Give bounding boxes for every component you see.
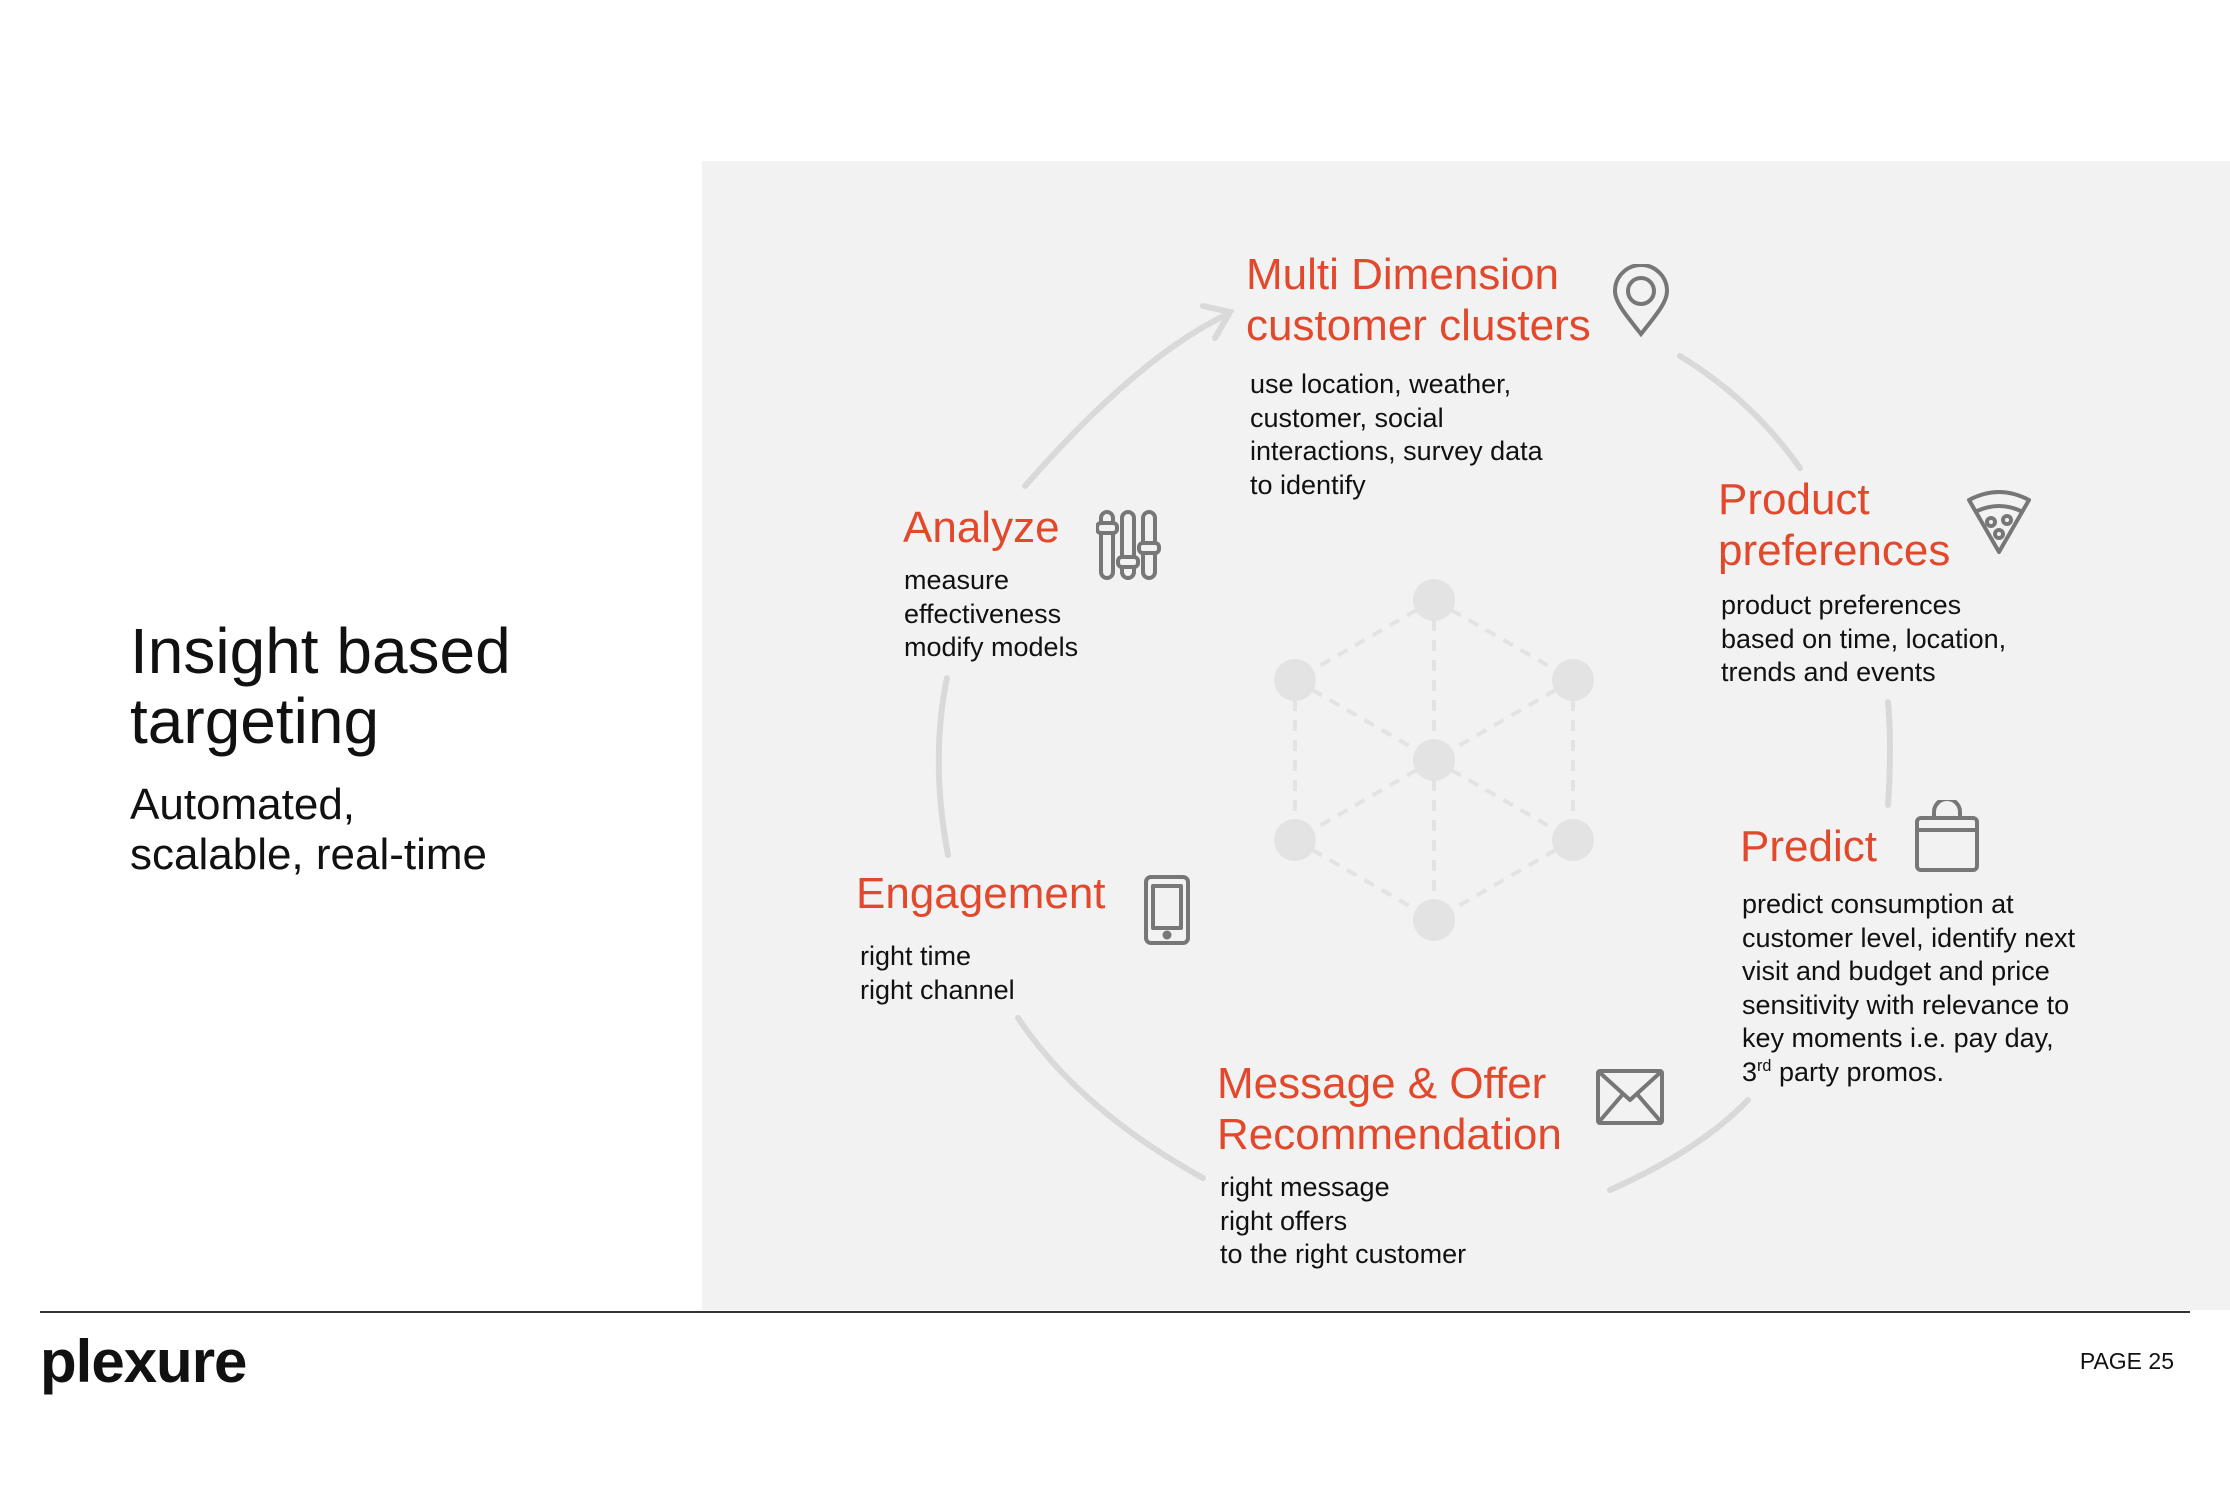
node-desc-line: product preferences [1721,590,1962,620]
network-graphic [1274,579,1594,941]
node-desc-line: right channel [860,974,1015,1005]
node-desc-analyze [904,564,1078,665]
node-desc-line: customer, social [1250,402,1444,433]
sliders-icon [1096,509,1162,581]
node-title-line: Multi Dimension [1246,250,1559,299]
node-desc-line: right message [1220,1172,1390,1202]
node-desc-line: based on time, location, [1721,623,2007,654]
node-desc-line: right time [860,941,972,971]
cycle-arc [1888,702,1890,805]
node-title-line: Analyze [903,503,1060,552]
node-title-line: Product [1718,475,1870,524]
page-subtitle-line: Automated, [130,780,356,829]
node-title-line: Predict [1740,822,1877,871]
tablet-icon [1143,874,1191,946]
node-title-message [1217,1058,1562,1160]
footer-divider [40,1311,2190,1313]
ordinal-suffix: rd [1757,1056,1772,1075]
node-desc-engagement [860,940,1015,1007]
cycle-arc [1018,1018,1203,1178]
node-desc-line [1742,1056,2075,1090]
node-desc-line: modify models [904,632,1079,662]
node-title-predict [1740,821,1877,872]
node-desc-line: use location, weather, [1250,369,1512,399]
node-title-line: preferences [1718,526,1951,575]
page-title-line: targeting [130,685,380,757]
node-desc-line: visit and budget and price [1742,956,2050,986]
node-title-line: customer clusters [1246,301,1591,350]
node-desc-line: to identify [1250,469,1366,500]
shopping-bag-icon [1912,800,1982,874]
cycle-arc [1025,314,1228,486]
node-desc-line: effectiveness [904,598,1062,629]
node-desc-text: party promos. [1771,1056,1944,1087]
node-desc-line: right offers [1220,1205,1348,1236]
node-desc-line: customer level, identify next [1742,922,2076,953]
page-number: PAGE 25 [2079,1348,2174,1374]
node-desc-clusters [1250,368,1543,502]
node-desc-predict [1742,888,2075,1089]
node-title-line: Message & Offer [1217,1059,1547,1108]
plexure-logo: plexure [40,1328,247,1395]
map-pin-icon [1611,264,1671,338]
node-desc-line: predict consumption at [1742,889,2014,919]
cycle-arc [939,678,948,855]
node-desc-message [1220,1171,1466,1272]
node-title-line: Recommendation [1217,1110,1562,1159]
node-desc-line: trends and events [1721,657,1936,687]
envelope-icon [1595,1068,1665,1126]
node-title-clusters [1246,249,1591,351]
node-desc-line: interactions, survey data [1250,436,1543,466]
ordinal-number: 3 [1742,1056,1758,1087]
page-title-line: Insight based [130,615,511,687]
node-title-preferences [1718,474,1950,576]
node-desc-line: key moments i.e. pay day, [1742,1023,2054,1053]
node-desc-line: to the right customer [1220,1239,1467,1269]
page-subtitle-line: scalable, real-time [130,830,488,879]
node-desc-line: measure [904,565,1010,595]
node-title-analyze [903,502,1060,553]
node-title-line: Engagement [856,869,1106,918]
pizza-slice-icon [1963,486,2035,558]
node-title-engagement [856,868,1106,919]
node-desc-line: sensitivity with relevance to [1742,989,2070,1020]
node-desc-preferences [1721,589,2006,690]
cycle-arc [1680,356,1800,468]
